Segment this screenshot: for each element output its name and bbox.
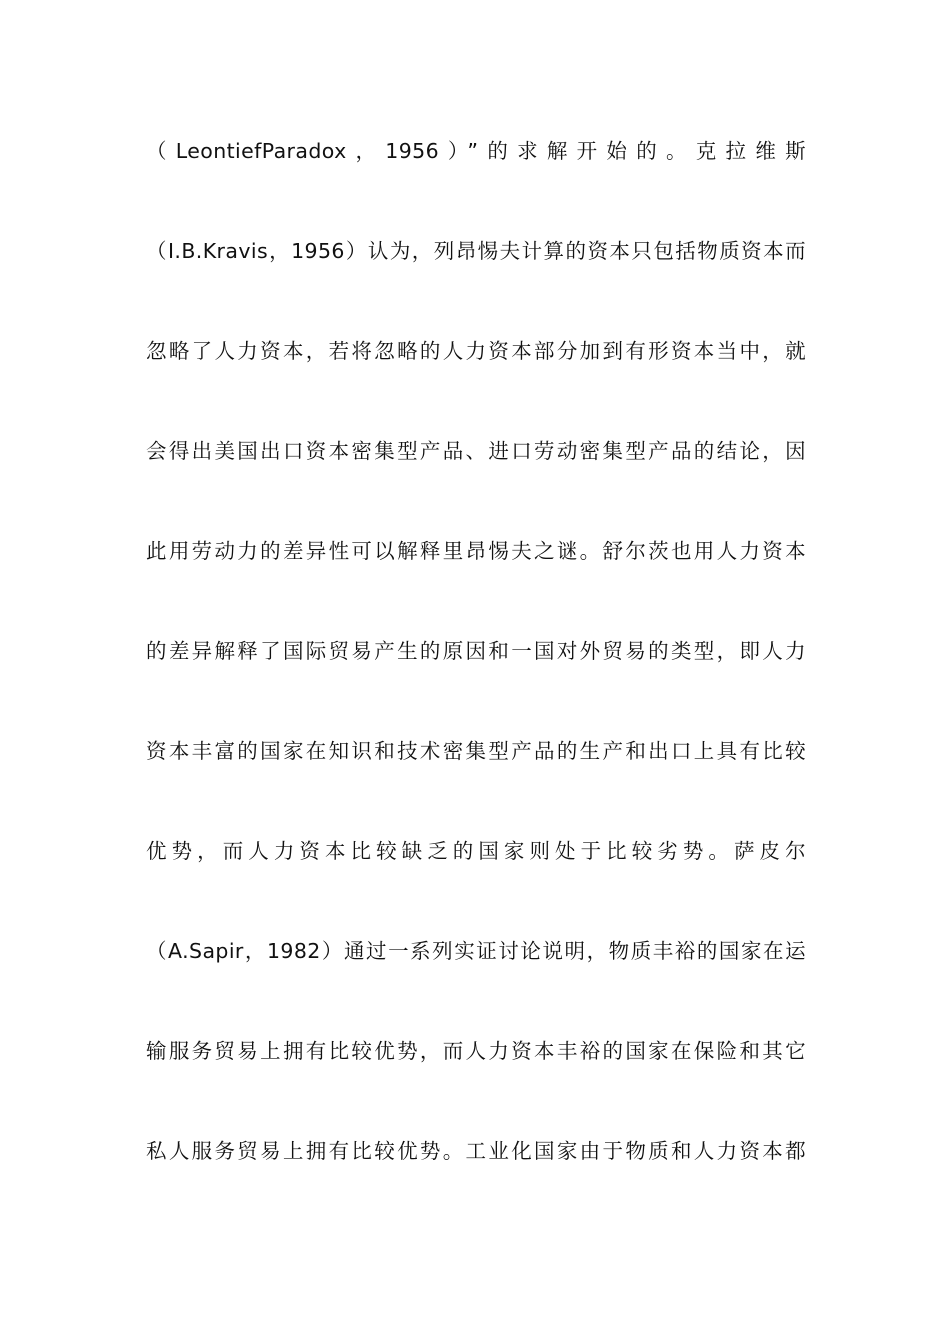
body-text <box>146 126 806 1226</box>
text-line: （LeontiefParadox，1956）”的求解开始的。克拉维斯 <box>146 139 806 163</box>
text-line: （A.Sapir，1982）通过一系列实证讨论说明，物质丰裕的国家在运 <box>146 939 806 963</box>
text-line: 私人服务贸易上拥有比较优势。工业化国家由于物质和人力资本都 <box>146 1139 806 1163</box>
text-line: 此用劳动力的差异性可以解释里昂惕夫之谜。舒尔茨也用人力资本 <box>146 539 806 563</box>
text-line: （I.B.Kravis，1956）认为，列昂惕夫计算的资本只包括物质资本而 <box>146 239 806 263</box>
text-line: 会得出美国出口资本密集型产品、进口劳动密集型产品的结论，因 <box>146 439 806 463</box>
text-line: 输服务贸易上拥有比较优势，而人力资本丰裕的国家在保险和其它 <box>146 1039 806 1063</box>
text-line: 资本丰富的国家在知识和技术密集型产品的生产和出口上具有比较 <box>146 739 806 763</box>
text-line: 忽略了人力资本，若将忽略的人力资本部分加到有形资本当中，就 <box>146 339 806 363</box>
text-line: 优势，而人力资本比较缺乏的国家则处于比较劣势。萨皮尔 <box>146 839 806 863</box>
text-line: 的差异解释了国际贸易产生的原因和一国对外贸易的类型，即人力 <box>146 639 806 663</box>
